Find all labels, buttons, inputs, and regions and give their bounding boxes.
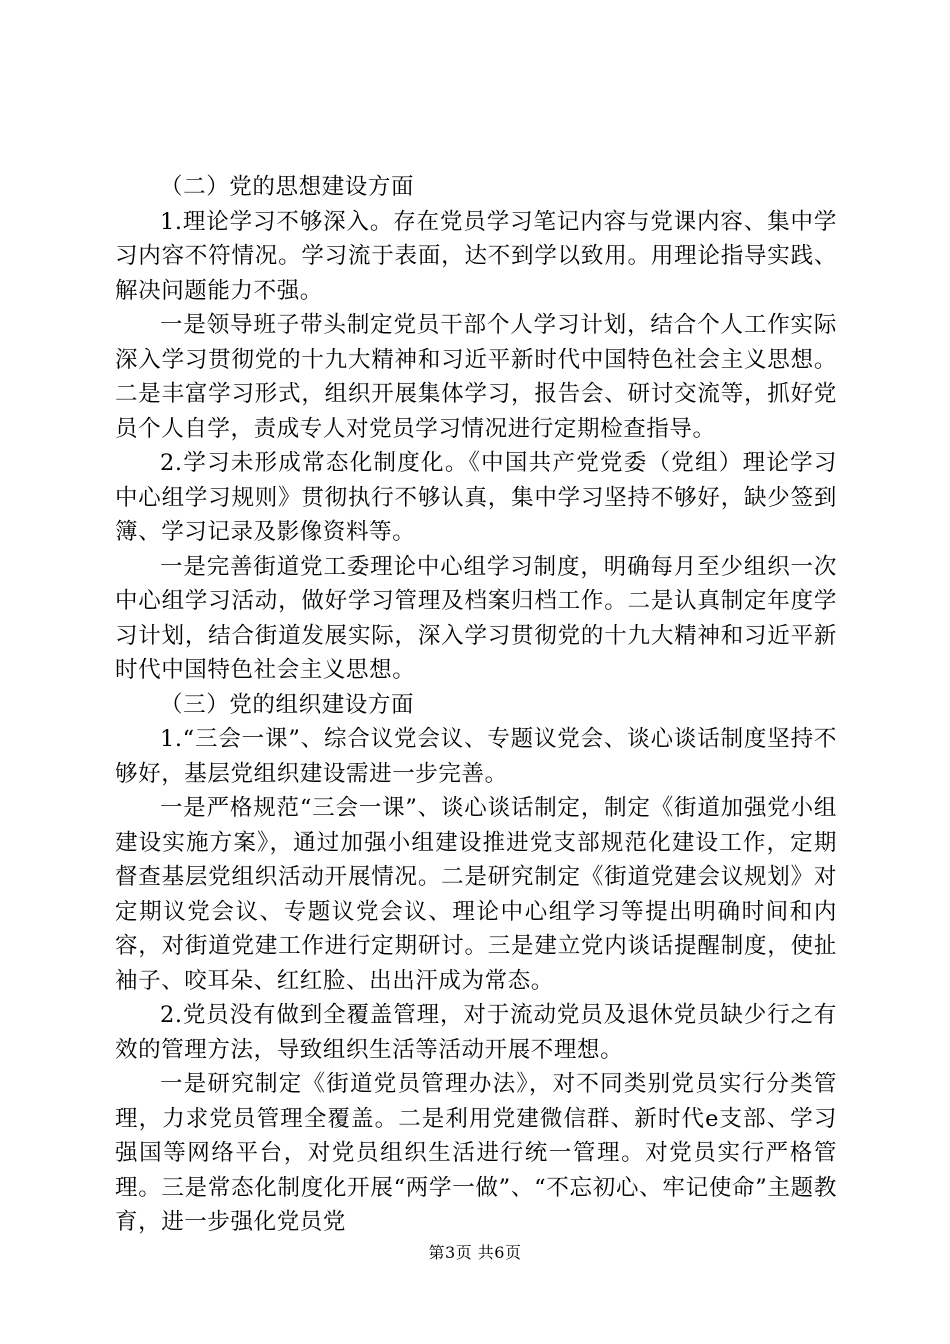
page-footer: [0, 1243, 950, 1263]
section-heading-ideology: （二）党的思想建设方面: [160, 174, 415, 200]
page-number: 第3页 共6页: [428, 1243, 522, 1262]
issue-paragraph: 2.学习未形成常态化制度化。《中国共产党党委（党组）理论学习中心组学习规则》贯彻执行不够认真，集中学习坚持不够好，缺少签到簿、学习记录及影像资料等。: [115, 450, 837, 545]
measure-paragraph: 一是研究制定《街道党员管理办法》，对不同类别党员实行分类管理，力求党员管理全覆盖。二是利用党建微信群、新时代e支部、学习强国等网络平台，对党员组织生活进行统一管理。对党员实行严格管理。三是常态化制度化开展“两学一做”、“不忘初心、牢记使命”主题教育，进一步强化党员党: [115, 1071, 837, 1235]
issue-paragraph: 1.理论学习不够深入。存在党员学习笔记内容与党课内容、集中学习内容不符情况。学习流于表面，达不到学以致用。用理论指导实践、解决问题能力不强。: [115, 208, 837, 304]
section-heading-organization: （三）党的组织建设方面: [160, 691, 415, 718]
document-body: [115, 170, 837, 1240]
measure-paragraph: 一是严格规范“三会一课”、谈心谈话制定，制定《街道加强党小组建设实施方案》，通过加强小组建设推进党支部规范化建设工作，定期督查基层党组织活动开展情况。二是研究制定《街道党建会议规划》对定期议党会议、专题议党会议、理论中心组学习等提出明确时间和内容，对街道党建工作进行定期研讨。三是建立党内谈话提醒制度，使扯袖子、咬耳朵、红红脸、出出汗成为常态。: [115, 795, 837, 994]
issue-paragraph: 1.“三会一课”、综合议党会议、专题议党会、谈心谈话制度坚持不够好，基层党组织建设需进一步完善。: [115, 726, 837, 787]
measure-paragraph: 一是完善街道党工委理论中心组学习制度，明确每月至少组织一次中心组学习活动，做好学习管理及档案归档工作。二是认真制定年度学习计划，结合街道发展实际，深入学习贯彻党的十九大精神和习近平新时代中国特色社会主义思想。: [115, 553, 837, 683]
measure-paragraph: 一是领导班子带头制定党员干部个人学习计划，结合个人工作实际深入学习贯彻党的十九大精神和习近平新时代中国特色社会主义思想。二是丰富学习形式，组织开展集体学习，报告会、研讨交流等，抓好党员个人自学，责成专人对党员学习情况进行定期检查指导。: [115, 312, 837, 442]
issue-paragraph: 2.党员没有做到全覆盖管理，对于流动党员及退休党员缺少行之有效的管理方法，导致组织生活等活动开展不理想。: [115, 1002, 837, 1063]
